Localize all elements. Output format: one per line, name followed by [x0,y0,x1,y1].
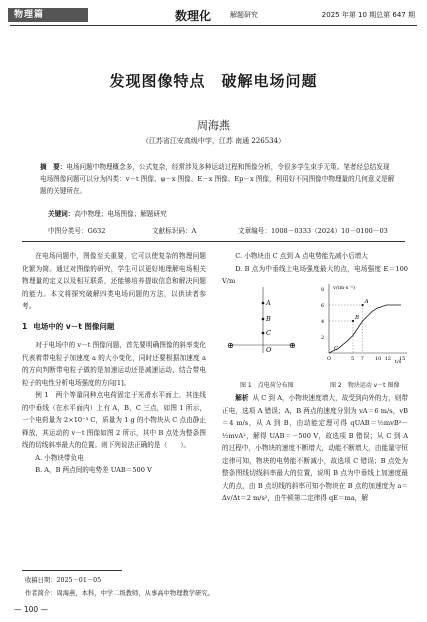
footnote-rule [22,570,122,571]
header-rule [10,25,417,26]
intro-paragraph: 在电场问题中，图像至关重要，它可以使复杂的物理问题化繁为简。通过对图像的研究，学生可以更好地理解电场相关物理量的定义以及相互联系，还能够培养提取信息和解决问题的能力。本文将探究破解四类电场问题的方法，以供读者参考。 [22,252,206,310]
issue-info: 2025 年第 10 期总第 647 期 [321,11,415,19]
magazine-name: 数理化 [175,9,212,23]
y-tick-label: 4 [321,319,325,325]
x-tick-label: 7 [360,356,364,362]
article-number: 文章编号：1008－0333（2024）10－0100－03 [238,227,388,235]
point-label: C [334,346,339,352]
x-axis-label: t/s [395,359,402,365]
x-tick-label: O [327,356,332,362]
point-b [352,320,354,322]
abstract-text: 电场问题中物理概念多，公式复杂，经常涉及多种运动过程和图像分析，令很多学生束手无策。笔者经总结发现电场图像问题可以分为四类：v－t 图像、φ－x 图像、E－x 图像、Ep－x 图像，利用好不同图像中物理量的几何意义是解题的关键所在。 [40,163,395,195]
section-paragraph: 对于电场中的 v－t 图像问题，首先要明确图像的斜率变化代表着带电粒子加速度 a 的大小变化，同时还要根据加速度 a 的方向判断带电粒子做的是加速运动还是减速运动，结合带电粒子的电性分析电场强度的方向[1]。 [22,341,206,387]
abstract-label: 摘 要： [40,163,67,171]
figure-2-caption: 图 2 物块运动 v－t 图像 [330,382,400,389]
figure-2-vt-graph [315,281,410,367]
point-b-label: B [266,315,271,323]
point-a-label: A [266,299,271,307]
section-title: 电场中的 v－t 图像问题 [33,321,115,331]
option-a: A. 小物块带负电 [35,453,84,462]
author-bio: 作者简介：周海燕，本科，中学二级教师，从事高中物理教学研究。 [25,590,214,597]
document-code: 文献标识码：A [152,227,197,235]
y-tick-label: 6 [321,303,325,309]
x-tick-label: 12 [384,356,391,362]
right-charge: ⊕ [289,341,296,350]
left-column [22,250,206,477]
keywords-label: 关键词： [48,210,75,218]
y-tick-label: 2 [321,335,325,341]
point-a [362,304,364,306]
clc-number: 中图分类号：G632 [48,227,106,235]
example-1: 例 1 两个等量同种点电荷固定于光滑水平面上，其连线的中垂线（在水平面内）上有 A，B，C 三点，如图 1 所示，一个电荷量为 2×10⁻³ C，质量为 1 g 的小物块从 C 点由静止释放，其运动的 v－t 图像如图 2 所示，其中 B 点处为整条图线的切线斜率最大的位置。则下列说法正确的是（ ）。 [22,391,206,449]
meta-rule [22,241,405,242]
solution [222,392,408,505]
y-tick-label: 8 [321,287,325,293]
point-label: A [364,299,369,305]
keywords-text: 高中物理；电场图像；解题研究 [74,210,167,218]
figure-1-charges [223,283,303,361]
vt-curve [329,305,401,353]
solution-text: 从 C 到 A，小物块速度增大，故受到向外的力，则带正电，选项 A 错误；A，B 两点的速度分别为 vA＝6 m/s，vB＝4 m/s，从 A 到 B，由动能定理可得 qUAB＝½mvB²－½mvA²，解得 UAB＝－500 V，故选项 B 错误；从 C 到 A 的过程中，小物块的速度不断增大，动能不断增大，由能量守恒定律可知，物块的电势能不断减小，故选项 C 错误；B 点处为整条图线切线斜率最大的位置，说明 B 点为中垂线上加速度最大的点，由 B 点切线的斜率可知小物块在 B 点的加速度为 a＝Δv/Δt＝2 m/s²，由牛顿第二定律得 qE＝ma，解 [222,394,408,502]
section-number: 1 [22,321,28,331]
section-heading [22,321,206,334]
left-charge: ⊕ [227,341,234,350]
section-badge: 物理篇 [8,8,88,22]
point-label: B [355,315,360,321]
option-d: D. B 点为中垂线上电场强度最大的点，电场强度 E＝100 V/m [222,264,408,285]
figure-1-caption: 图 1 点电荷分布图 [240,382,294,389]
x-tick-label: 5 [351,356,355,362]
column-name: 解题研究 [230,11,258,19]
keywords [48,208,167,218]
option-b: B. A，B 两点间的电势差 UAB＝500 V [35,466,152,474]
article-title: 发现图像特点 破解电场问题 [109,72,318,90]
option-c: C. 小物块由 C 点到 A 点电势能先减小后增大 [235,252,368,260]
author-affiliation: （江苏省江安高级中学，江苏 南通 226534） [141,137,286,145]
x-tick-label: 15 [399,356,406,362]
author-name: 周海燕 [197,119,230,132]
y-axis-label: v/(m·s⁻¹) [333,285,355,291]
point-o-label: O [266,346,272,354]
page-number: — 100 — [14,605,49,614]
abstract [40,161,395,197]
solution-label: 解析 [235,394,249,402]
point-c-label: C [266,329,271,337]
received-date: 收稿日期：2025－01－05 [25,577,102,584]
x-tick-label: 10 [375,356,382,362]
